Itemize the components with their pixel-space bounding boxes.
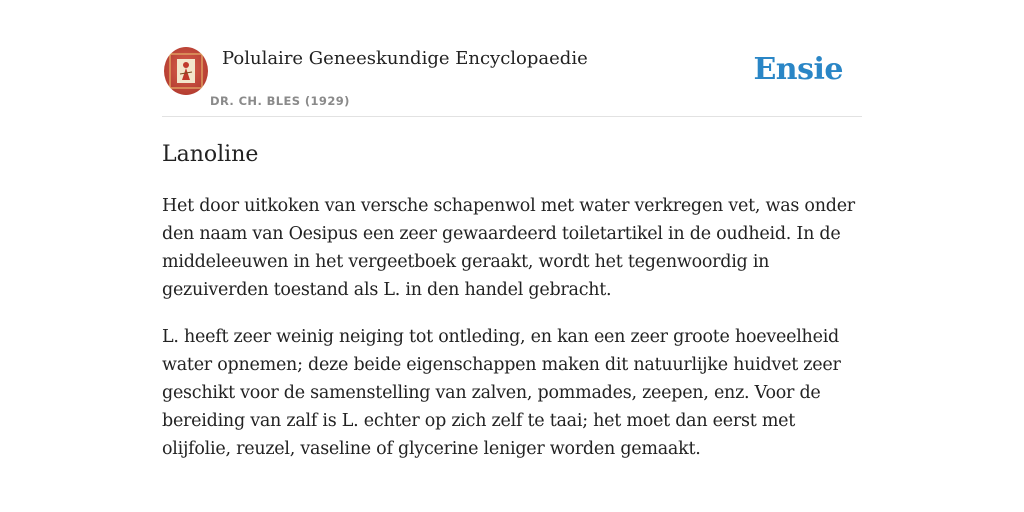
- entry-paragraph: Het door uitkoken van versche schapenwol met water verkregen vet, was onder den naam van Oesipus een zeer gewaardeerd toiletartikel in de oudheid. In de middeleeuwen in het vergeetboek geraakt, wordt het tegenwoordig in gezuiverden toestand als L. in den handel gebracht.: [162, 196, 855, 300]
- entry-paragraph: L. heeft zeer weinig neiging tot ontleding, en kan een zeer groote hoeveelheid water opnemen; deze beide eigenschappen maken dit natuurlijke huidvet zeer geschikt voor de samenstelling van zalven, pommades, zeepen, enz. Voor de bereiding van zalf is L. echter op zich zelf te taai; het moet dan eerst met olijfolie, reuzel, vaseline of glycerine leniger worden gemaakt.: [162, 327, 841, 459]
- entry: [162, 140, 862, 482]
- book-title[interactable]: Polulaire Geneeskundige Encyclopaedie: [222, 48, 588, 69]
- book-header: [162, 44, 862, 117]
- book-author: DR. CH. BLES (1929): [210, 94, 350, 108]
- entry-title: Lanoline: [162, 142, 259, 167]
- book-cover-image[interactable]: [164, 47, 208, 95]
- entry-body: [162, 192, 862, 463]
- ensie-logo[interactable]: Ensie: [753, 52, 843, 87]
